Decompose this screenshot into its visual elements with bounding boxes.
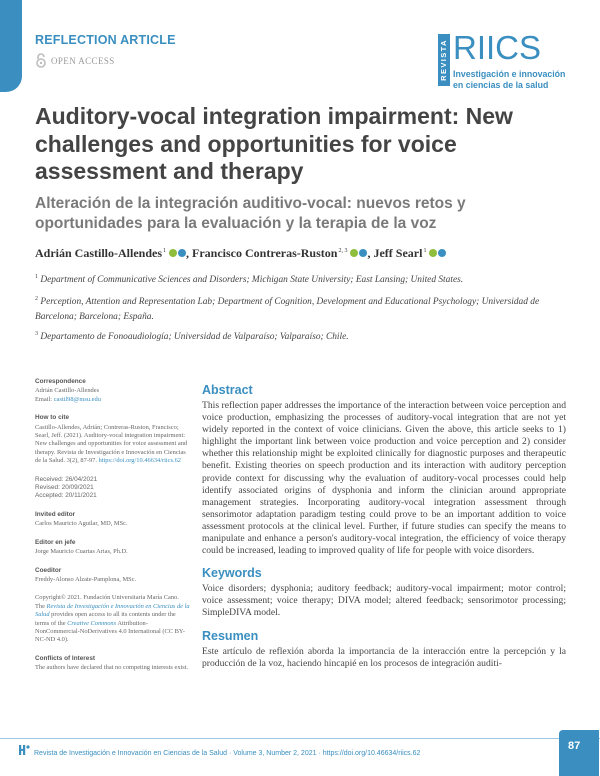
logo-wordmark: RIICS bbox=[453, 29, 542, 66]
open-access-lock-icon bbox=[35, 53, 47, 68]
coeditor-heading: Coeditor bbox=[35, 566, 62, 574]
editor-in-chief-heading: Editor en jefe bbox=[35, 538, 76, 546]
author-separator: , bbox=[186, 246, 193, 260]
email-icon[interactable] bbox=[438, 249, 446, 257]
logo-subtitle-line2: en ciencias de la salud bbox=[453, 80, 549, 90]
logo-subtitle bbox=[453, 69, 565, 91]
revised-date: Revised: 20/09/2021 bbox=[35, 484, 94, 492]
author-name[interactable]: Adrián Castillo-Allendes bbox=[35, 246, 163, 260]
page-number: 87 bbox=[559, 730, 599, 776]
author-separator: , bbox=[367, 246, 374, 260]
article-type-label: REFLECTION ARTICLE bbox=[35, 33, 176, 47]
email-label: Email: bbox=[35, 395, 53, 403]
affiliation-3 bbox=[35, 327, 575, 345]
main-content bbox=[202, 383, 566, 670]
author-name[interactable]: Francisco Contreras-Ruston bbox=[192, 246, 338, 260]
citation-text: Castillo-Allendes, Adrián; Contreras-Ruston, Francisco; Searl, Jeff. (2021). Auditory-vocal integration impairment: New challenges and opportunities for voice assessment and therapy. Revista de Investigación e Innovación en Ciencias de la Salud. 3(2), 87-97. bbox=[35, 423, 188, 465]
open-access-text: OPEN ACCESS bbox=[51, 55, 115, 66]
logo-revista-band bbox=[438, 34, 450, 86]
affiliation-number: 3 bbox=[35, 331, 38, 337]
article-info-sidebar bbox=[35, 378, 190, 683]
dates-block bbox=[35, 476, 190, 501]
copyright-tail: Attribution-NonCommercial-NoDerivatives 4.0 International (CC BY-NC-ND 4.0). bbox=[35, 619, 185, 644]
copyright-lead: Copyright© 2021. Fundación Universitaria María Cano. The bbox=[35, 594, 179, 610]
resumen-text: Este artículo de reflexión aborda la importancia de la interacción entre la percepción y la producción de la voz, haciendo hincapié en los procesos de integración auditi- bbox=[202, 645, 566, 669]
correspondence-name: Adrián Castillo-Allendes bbox=[35, 387, 100, 395]
logo-subtitle-line1: Investigación e innovación bbox=[453, 69, 566, 79]
invited-editor-name: Carlos Mauricio Aguilar, MD, MSc. bbox=[35, 520, 128, 528]
author-affiliation-ref: 1 bbox=[163, 247, 167, 254]
email-icon[interactable] bbox=[178, 249, 186, 257]
orcid-icon[interactable] bbox=[429, 249, 437, 257]
keywords-heading: Keywords bbox=[202, 566, 262, 581]
affiliation-text: Departamento de Fonoaudiología; Universidad de Valparaíso; Valparaíso; Chile. bbox=[40, 332, 349, 343]
article-title: Auditory-vocal integration impairment: New challenges and opportunities for voice assessment and therapy bbox=[35, 103, 513, 184]
author-affiliation-ref: 1 bbox=[423, 247, 427, 254]
journal-mark-icon bbox=[18, 744, 30, 756]
affiliation-text: Perception, Attention and Representation Lab; Department of Cognition, Development and Educational Psychology; Universidad de Barcelona; Barcelona; España. bbox=[35, 297, 540, 323]
article-subtitle: Alteración de la integración auditivo-vocal: nuevos retos y oportunidades para la evaluación y la terapia de la voz bbox=[35, 195, 466, 232]
email-icon[interactable] bbox=[359, 249, 367, 257]
how-to-cite-block bbox=[35, 414, 190, 465]
affiliation-2 bbox=[35, 292, 575, 325]
affiliation-number: 1 bbox=[35, 274, 38, 280]
affiliation-text: Department of Communicative Sciences and Disorders; Michigan State University; East Lansing; United States. bbox=[40, 275, 464, 286]
editor-in-chief-name: Jorge Mauricio Cuartas Arias, Ph.D. bbox=[35, 548, 128, 556]
resumen-heading: Resumen bbox=[202, 628, 259, 643]
side-accent-bar bbox=[0, 0, 22, 92]
author-affiliation-ref: 2, 3 bbox=[338, 247, 348, 254]
abstract-heading: Abstract bbox=[202, 383, 253, 397]
correspondence-email bbox=[35, 396, 190, 404]
affiliation-number: 2 bbox=[35, 296, 38, 302]
citation-doi-link[interactable]: https://doi.org/10.46634/riics.62 bbox=[98, 457, 181, 465]
coeditor-block bbox=[35, 567, 190, 585]
author-list bbox=[35, 246, 446, 261]
copyright-block bbox=[35, 594, 190, 644]
logo-vertical-text: REVISTA bbox=[439, 39, 448, 81]
abstract-text: This reflection paper addresses the importance of the interaction between voice perception and voice production, emphasizing the processes of auditory-vocal integration that are not yet widely reported in the context of voice clinicians. Given the above, this article seeks to 1) highlight the important link between voice production and voice perception and 2) consider whether this relationship might be exploited clinically for diagnostic purposes and therapeutic benefit. Existing theories on speech production and its interaction with auditory perception provide context for discussing why the evaluation of auditory-vocal processes could help identify associated origins of dysphonia and inform the clinician around appropriate management strategies. Incorporating auditory-vocal integration assessment through sensorimotor adaptation paradigm testing could prove to be an important addition to voice assessment protocols at the clinical level. Further, if future studies can specify the means to manipulate and enhance a person's auditory-vocal integration, the efficiency of voice therapy could be increased, leading to improved quality of life for people with voice disorders. bbox=[202, 400, 566, 557]
journal-logo[interactable] bbox=[438, 29, 578, 92]
keywords-text: Voice disorders; dysphonia; auditory feedback; auditory-vocal impairment; motor control; voice assessment; voice therapy; DIVA model; altered feedback; sensorimotor processing; SimpleDIVA model. bbox=[202, 583, 566, 619]
author-name[interactable]: Jeff Searl bbox=[373, 246, 423, 260]
conflicts-text: The authors have declared that no competing interests exist. bbox=[35, 664, 189, 672]
correspondence-heading: Correspondence bbox=[35, 378, 86, 385]
creative-commons-link[interactable]: Creative Commons bbox=[67, 619, 117, 627]
open-access-badge bbox=[35, 53, 115, 68]
received-date: Received: 26/04/2021 bbox=[35, 475, 98, 483]
footer-divider bbox=[0, 738, 600, 739]
coeditor-name: Freddy-Alonso Alzate-Pamplona, MSc. bbox=[35, 575, 137, 583]
editor-in-chief-block bbox=[35, 539, 190, 557]
conflicts-block bbox=[35, 655, 190, 673]
affiliation-1 bbox=[35, 270, 575, 288]
copyright-middle: provides open access to all its contents under the terms of the bbox=[35, 611, 176, 627]
orcid-icon[interactable] bbox=[169, 249, 177, 257]
email-link[interactable]: castil98@msu.edu bbox=[53, 395, 101, 403]
invited-editor-heading: Invited editor bbox=[35, 510, 76, 518]
correspondence-block bbox=[35, 378, 190, 404]
how-to-cite-heading: How to cite bbox=[35, 414, 70, 422]
accepted-date: Accepted: 20/11/2021 bbox=[35, 492, 97, 500]
copyright-journal-link[interactable]: Revista de Investigación e Innovación en Ciencias de la Salud bbox=[35, 602, 190, 619]
footer-citation: Revista de Investigación e Innovación en Ciencias de la Salud · Volume 3, Number 2, 2021 · https://doi.org/10.46634/riics.62 bbox=[34, 750, 421, 757]
conflicts-heading: Conflicts of Interest bbox=[35, 654, 96, 662]
invited-editor-block bbox=[35, 511, 190, 529]
orcid-icon[interactable] bbox=[350, 249, 358, 257]
